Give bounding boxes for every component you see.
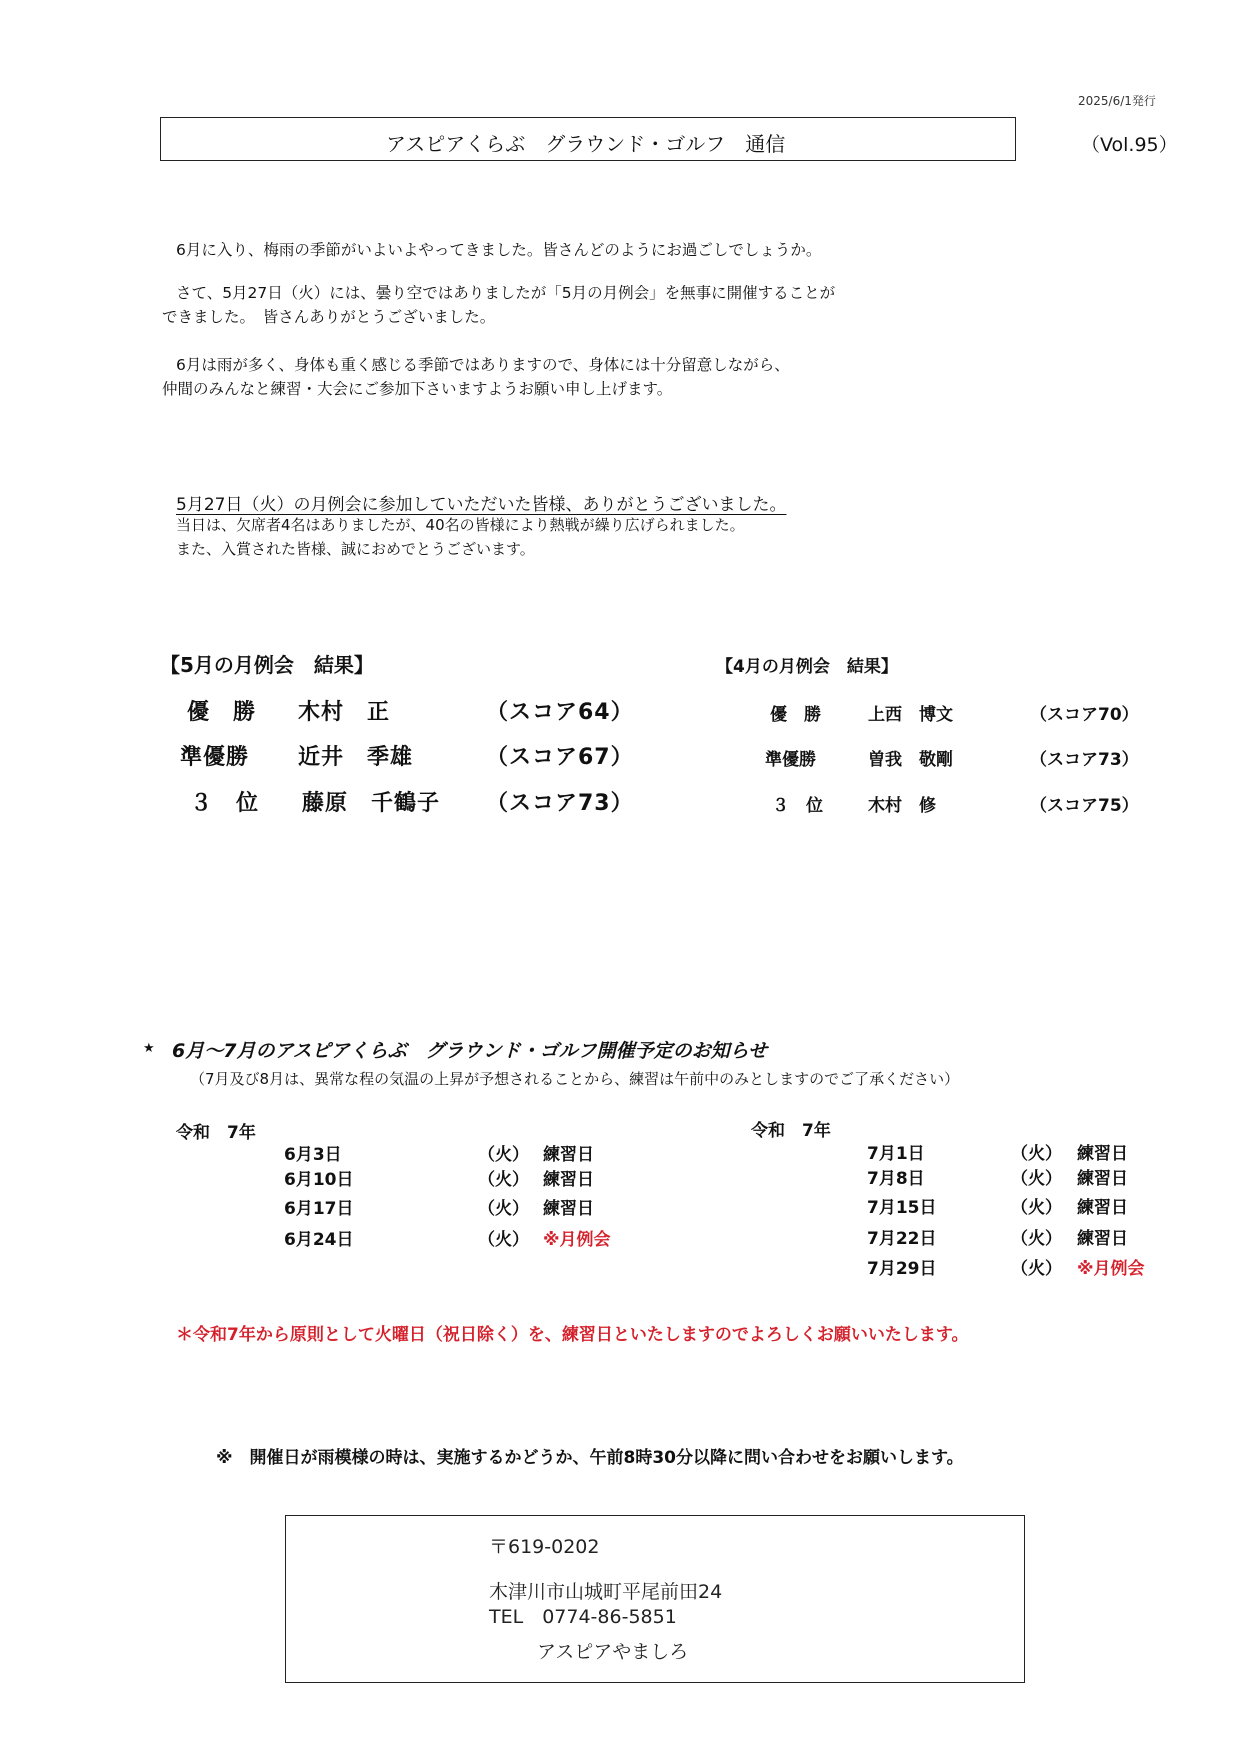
thanks-line-2: また、入賞された皆様、誠におめでとうございます。 <box>176 540 535 558</box>
april-rank-3: ３ 位 <box>772 796 823 816</box>
june-day-1: （火） <box>478 1145 529 1165</box>
may-results-heading: 【5月の月例会 結果】 <box>160 653 374 677</box>
june-era-year: 令和 7年 <box>176 1123 256 1143</box>
april-rank-2: 準優勝 <box>765 750 816 770</box>
may-name-3: 藤原 千鶴子 <box>302 791 441 816</box>
july-event-3: 練習日 <box>1077 1198 1128 1218</box>
issue-date: 2025/6/1発行 <box>1078 94 1156 108</box>
may-name-1: 木村 正 <box>298 700 391 725</box>
telephone: TEL 0774-86-5851 <box>489 1606 677 1628</box>
schedule-heading: 6月～7月のアスピアくらぶ グラウンド・ゴルフ開催予定のお知らせ <box>172 1040 768 1062</box>
postal-code: 〒619-0202 <box>489 1536 600 1558</box>
thanks-line-1: 当日は、欠席者4名はありましたが、40名の皆様により熱戦が繰り広げられました。 <box>176 516 745 534</box>
may-name-2: 近井 季雄 <box>298 745 414 770</box>
may-score-2: （スコア67） <box>486 745 634 770</box>
intro-paragraph-1: 6月に入り、梅雨の季節がいよいよやってきました。皆さんどのようにお過ごしでしょうか。 <box>176 241 822 259</box>
may-score-3: （スコア73） <box>486 791 634 816</box>
june-date-4: 6月24日 <box>284 1230 354 1250</box>
april-score-1: （スコア70） <box>1030 705 1139 725</box>
april-results-heading: 【4月の月例会 結果】 <box>716 657 898 677</box>
may-score-1: （スコア64） <box>486 700 634 725</box>
april-score-3: （スコア75） <box>1030 796 1139 816</box>
may-rank-2: 準優勝 <box>180 745 250 770</box>
may-rank-3: ３ 位 <box>190 791 260 816</box>
july-event-1: 練習日 <box>1077 1144 1128 1164</box>
newsletter-title: アスピアくらぶ グラウンド・ゴルフ 通信 <box>386 132 786 156</box>
june-date-2: 6月10日 <box>284 1170 354 1190</box>
intro-paragraph-2-line1: さて、5月27日（火）には、曇り空ではありましたが「5月の月例会」を無事に開催することが <box>176 284 836 302</box>
june-event-4: ※月例会 <box>543 1230 611 1250</box>
rain-note: ※ 開催日が雨模様の時は、実施するかどうか、午前8時30分以降に問い合わせをお願いします。 <box>216 1448 964 1468</box>
june-day-4: （火） <box>478 1230 529 1250</box>
july-day-2: （火） <box>1011 1169 1062 1189</box>
tuesday-rule-note: ＊令和7年から原則として火曜日（祝日除く）を、練習日といたしますのでよろしくお願いいたします。 <box>176 1325 969 1345</box>
july-event-5: ※月例会 <box>1077 1259 1145 1279</box>
intro-paragraph-3-line2: 仲間のみんなと練習・大会にご参加下さいますようお願い申し上げます。 <box>162 380 673 398</box>
schedule-note: （7月及び8月は、異常な程の気温の上昇が予想されることから、練習は午前中のみとしますのでご了承ください） <box>190 1070 960 1088</box>
address: 木津川市山城町平尾前田24 <box>489 1581 723 1603</box>
july-date-3: 7月15日 <box>867 1198 937 1218</box>
april-rank-1: 優 勝 <box>770 705 821 725</box>
june-event-1: 練習日 <box>543 1145 594 1165</box>
june-event-3: 練習日 <box>543 1199 594 1219</box>
june-day-2: （火） <box>478 1170 529 1190</box>
volume-number: （Vol.95） <box>1081 134 1178 156</box>
july-day-3: （火） <box>1011 1198 1062 1218</box>
april-name-2: 曽我 敬剛 <box>868 750 953 770</box>
star-icon: ★ <box>143 1041 155 1056</box>
june-event-2: 練習日 <box>543 1170 594 1190</box>
may-rank-1: 優 勝 <box>187 700 257 725</box>
july-date-5: 7月29日 <box>867 1259 937 1279</box>
intro-paragraph-2-line2: できました。 皆さんありがとうございました。 <box>162 308 496 326</box>
july-event-4: 練習日 <box>1077 1229 1128 1249</box>
june-date-1: 6月3日 <box>284 1145 342 1165</box>
july-date-1: 7月1日 <box>867 1144 925 1164</box>
april-name-3: 木村 修 <box>868 796 936 816</box>
july-day-4: （火） <box>1011 1229 1062 1249</box>
april-name-1: 上西 博文 <box>868 705 953 725</box>
july-date-2: 7月8日 <box>867 1169 925 1189</box>
facility-name: アスピアやましろ <box>537 1641 689 1663</box>
july-event-2: 練習日 <box>1077 1169 1128 1189</box>
june-day-3: （火） <box>478 1199 529 1219</box>
april-score-2: （スコア73） <box>1030 750 1139 770</box>
thanks-heading: 5月27日（火）の月例会に参加していただいた皆様、ありがとうございました。 <box>176 495 787 515</box>
july-date-4: 7月22日 <box>867 1229 937 1249</box>
intro-paragraph-3-line1: 6月は雨が多く、身体も重く感じる季節ではありますので、身体には十分留意しながら、 <box>176 356 790 374</box>
june-date-3: 6月17日 <box>284 1199 354 1219</box>
july-era-year: 令和 7年 <box>751 1121 831 1141</box>
july-day-1: （火） <box>1011 1144 1062 1164</box>
july-day-5: （火） <box>1011 1259 1062 1279</box>
